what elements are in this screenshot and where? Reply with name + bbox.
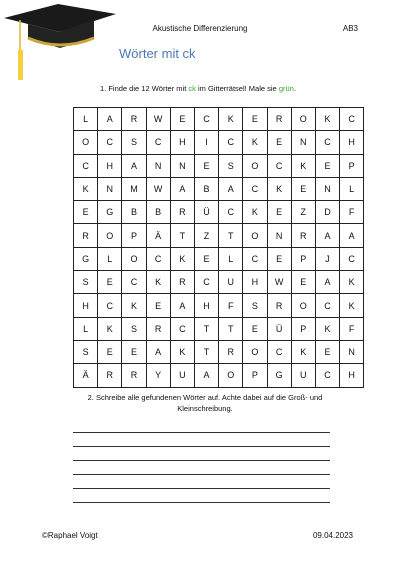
grid-cell[interactable]: N [98, 177, 122, 200]
grid-row [74, 201, 364, 224]
grid-cell[interactable]: E [243, 108, 267, 131]
grid-cell[interactable]: B [194, 177, 218, 200]
grid-row [74, 108, 364, 131]
grid-cell[interactable]: U [219, 271, 243, 294]
grid-cell[interactable]: T [219, 224, 243, 247]
sheet-id: AB3 [342, 24, 358, 33]
grid-cell[interactable]: K [170, 247, 194, 270]
grid-cell[interactable]: R [98, 364, 122, 387]
grid-cell[interactable]: C [146, 247, 170, 270]
subject-header: Akustische Differenzierung [152, 24, 248, 33]
grid-cell[interactable]: C [243, 247, 267, 270]
grid-cell[interactable]: K [267, 177, 291, 200]
grid-cell[interactable]: K [243, 201, 267, 224]
grid-row [74, 271, 364, 294]
grid-cell[interactable]: G [267, 364, 291, 387]
task-2-instruction: 2. Schreibe alle gefundenen Wörter auf. Achte dabei auf die Groß- und Kleinschreibung. [87, 393, 323, 413]
grid-cell[interactable]: H [74, 294, 98, 317]
grid-cell[interactable]: C [170, 317, 194, 340]
grid-cell[interactable]: Ü [194, 201, 218, 224]
grid-cell[interactable]: P [122, 224, 146, 247]
task-1-text-before: 1. Finde die 12 Wörter mit [100, 84, 189, 93]
grid-cell[interactable]: N [340, 340, 364, 363]
grid-cell[interactable]: T [194, 340, 218, 363]
grid-cell[interactable]: Ä [74, 364, 98, 387]
grid-cell[interactable]: G [74, 247, 98, 270]
grid-cell[interactable]: R [267, 294, 291, 317]
grid-row [74, 294, 364, 317]
grid-cell[interactable]: E [122, 340, 146, 363]
grid-cell[interactable]: K [315, 108, 339, 131]
grid-cell[interactable]: O [291, 108, 315, 131]
grid-cell[interactable]: C [340, 247, 364, 270]
grid-cell[interactable]: E [98, 340, 122, 363]
grid-cell[interactable]: O [291, 294, 315, 317]
grid-cell[interactable]: O [243, 224, 267, 247]
grid-cell[interactable]: T [219, 317, 243, 340]
answer-line[interactable] [73, 474, 330, 475]
grid-cell[interactable]: E [291, 271, 315, 294]
grid-cell[interactable]: K [219, 108, 243, 131]
grid-cell[interactable]: C [98, 131, 122, 154]
answer-line[interactable] [73, 460, 330, 461]
grid-cell[interactable]: D [315, 201, 339, 224]
grid-cell[interactable]: E [194, 154, 218, 177]
grid-cell[interactable]: Ä [146, 224, 170, 247]
grid-cell[interactable]: A [98, 108, 122, 131]
grid-cell[interactable]: K [291, 340, 315, 363]
grid-cell[interactable]: R [291, 224, 315, 247]
grid-cell[interactable]: R [122, 108, 146, 131]
grid-cell[interactable]: W [146, 177, 170, 200]
grid-cell[interactable]: C [219, 201, 243, 224]
grid-cell[interactable]: P [340, 154, 364, 177]
grid-cell[interactable]: F [340, 201, 364, 224]
grid-cell[interactable]: A [122, 154, 146, 177]
grid-cell[interactable]: K [122, 294, 146, 317]
grid-cell[interactable]: R [170, 271, 194, 294]
answer-line[interactable] [73, 488, 330, 489]
grid-cell[interactable]: L [340, 177, 364, 200]
grid-cell[interactable]: N [146, 154, 170, 177]
grid-cell[interactable]: N [291, 131, 315, 154]
grid-cell[interactable]: Z [291, 201, 315, 224]
grid-cell[interactable]: A [219, 177, 243, 200]
grid-cell[interactable]: E [267, 201, 291, 224]
task-1-ck: ck [188, 84, 196, 93]
grid-cell[interactable]: L [74, 108, 98, 131]
footer-author: ©Raphael Voigt [42, 531, 98, 540]
grid-cell[interactable]: U [291, 364, 315, 387]
grid-cell[interactable]: R [219, 340, 243, 363]
grid-cell[interactable]: O [243, 154, 267, 177]
grid-row [74, 224, 364, 247]
grid-cell[interactable]: C [219, 131, 243, 154]
grid-row [74, 317, 364, 340]
grid-cell[interactable]: R [122, 364, 146, 387]
grid-cell[interactable]: G [98, 201, 122, 224]
grid-cell[interactable]: E [170, 108, 194, 131]
grid-cell[interactable]: O [122, 247, 146, 270]
grid-cell[interactable]: U [170, 364, 194, 387]
grid-cell[interactable]: A [340, 224, 364, 247]
grid-cell[interactable]: A [170, 294, 194, 317]
grid-cell[interactable]: F [219, 294, 243, 317]
footer-date: 09.04.2023 [312, 531, 353, 540]
grid-cell[interactable]: C [315, 131, 339, 154]
grid-cell[interactable]: A [194, 364, 218, 387]
grid-cell[interactable]: B [146, 201, 170, 224]
grid-cell[interactable]: A [315, 271, 339, 294]
grid-cell[interactable]: O [74, 131, 98, 154]
grid-cell[interactable]: C [122, 271, 146, 294]
grid-cell[interactable]: W [267, 271, 291, 294]
word-search-grid [73, 107, 364, 388]
grid-cell[interactable]: C [98, 294, 122, 317]
grid-cell[interactable]: C [267, 154, 291, 177]
grid-cell[interactable]: C [146, 131, 170, 154]
task-1-instruction [100, 84, 296, 93]
grid-cell[interactable]: N [267, 224, 291, 247]
grid-cell[interactable]: P [291, 317, 315, 340]
grid-cell[interactable]: H [170, 131, 194, 154]
grid-cell[interactable]: H [98, 154, 122, 177]
grid-row [74, 340, 364, 363]
grid-cell[interactable]: A [170, 177, 194, 200]
task-1-text-middle: im Gitterrätsel! Male sie [195, 84, 279, 93]
grid-cell[interactable]: K [315, 317, 339, 340]
grid-cell[interactable]: Y [146, 364, 170, 387]
grid-cell[interactable]: S [122, 131, 146, 154]
grid-row [74, 364, 364, 387]
grid-cell[interactable]: K [340, 294, 364, 317]
grid-cell[interactable]: K [98, 317, 122, 340]
grid-cell[interactable]: E [315, 340, 339, 363]
grid-cell[interactable]: N [315, 177, 339, 200]
task-1-color-word: grün [278, 84, 294, 93]
grid-cell[interactable]: K [243, 131, 267, 154]
grid-cell[interactable]: C [267, 340, 291, 363]
grid-cell[interactable]: E [74, 201, 98, 224]
grid-cell[interactable]: C [315, 364, 339, 387]
grid-cell[interactable]: A [146, 340, 170, 363]
grid-cell[interactable]: K [146, 271, 170, 294]
grid-cell[interactable]: E [315, 154, 339, 177]
grid-cell[interactable]: L [74, 317, 98, 340]
grid-cell[interactable]: E [146, 294, 170, 317]
answer-line[interactable] [73, 446, 330, 447]
grid-cell[interactable]: O [219, 364, 243, 387]
grid-cell[interactable]: K [340, 271, 364, 294]
answer-line[interactable] [73, 432, 330, 433]
grid-cell[interactable]: E [194, 247, 218, 270]
grid-cell[interactable]: C [74, 154, 98, 177]
grid-cell[interactable]: W [146, 108, 170, 131]
grid-cell[interactable]: T [194, 317, 218, 340]
grid-cell[interactable]: R [267, 108, 291, 131]
task-1-text-after: . [293, 84, 296, 93]
grid-cell[interactable]: R [170, 201, 194, 224]
grid-cell[interactable]: E [243, 317, 267, 340]
grid-cell[interactable]: A [315, 224, 339, 247]
grid-cell[interactable]: C [194, 108, 218, 131]
grid-cell[interactable]: I [194, 131, 218, 154]
grid-cell[interactable]: E [98, 271, 122, 294]
grid-cell[interactable]: K [170, 340, 194, 363]
grid-cell[interactable]: S [74, 271, 98, 294]
grid-cell[interactable]: K [74, 177, 98, 200]
grid-cell[interactable]: E [267, 247, 291, 270]
grid-cell[interactable]: Z [194, 224, 218, 247]
grid-cell[interactable]: R [146, 317, 170, 340]
grid-cell[interactable]: M [122, 177, 146, 200]
grid-cell[interactable]: C [340, 108, 364, 131]
grid-cell[interactable]: H [340, 131, 364, 154]
grid-cell[interactable]: P [243, 364, 267, 387]
grid-cell[interactable]: N [170, 154, 194, 177]
grid-cell[interactable]: E [291, 177, 315, 200]
grid-cell[interactable]: O [98, 224, 122, 247]
grid-row [74, 177, 364, 200]
grid-cell[interactable]: T [170, 224, 194, 247]
grid-cell[interactable]: H [340, 364, 364, 387]
grid-cell[interactable]: C [243, 177, 267, 200]
grid-cell[interactable]: E [267, 131, 291, 154]
grid-cell[interactable]: O [243, 340, 267, 363]
grid-cell[interactable]: H [243, 271, 267, 294]
grid-cell[interactable]: C [194, 271, 218, 294]
grid-cell[interactable]: K [291, 154, 315, 177]
page-title: Wörter mit ck [119, 46, 196, 61]
grid-row [74, 131, 364, 154]
grid-cell[interactable]: C [315, 294, 339, 317]
grid-cell[interactable]: S [219, 154, 243, 177]
grid-cell[interactable]: Ü [267, 317, 291, 340]
grid-cell[interactable]: R [74, 224, 98, 247]
grid-cell[interactable]: S [74, 340, 98, 363]
grid-cell[interactable]: S [122, 317, 146, 340]
grid-cell[interactable]: S [243, 294, 267, 317]
graduation-cap-icon [0, 0, 120, 90]
answer-line[interactable] [73, 502, 330, 503]
grid-cell[interactable]: F [340, 317, 364, 340]
grid-row [74, 154, 364, 177]
grid-cell[interactable]: J [315, 247, 339, 270]
grid-cell[interactable]: B [122, 201, 146, 224]
grid-cell[interactable]: L [219, 247, 243, 270]
grid-cell[interactable]: L [98, 247, 122, 270]
grid-row [74, 247, 364, 270]
grid-cell[interactable]: P [291, 247, 315, 270]
grid-cell[interactable]: H [194, 294, 218, 317]
